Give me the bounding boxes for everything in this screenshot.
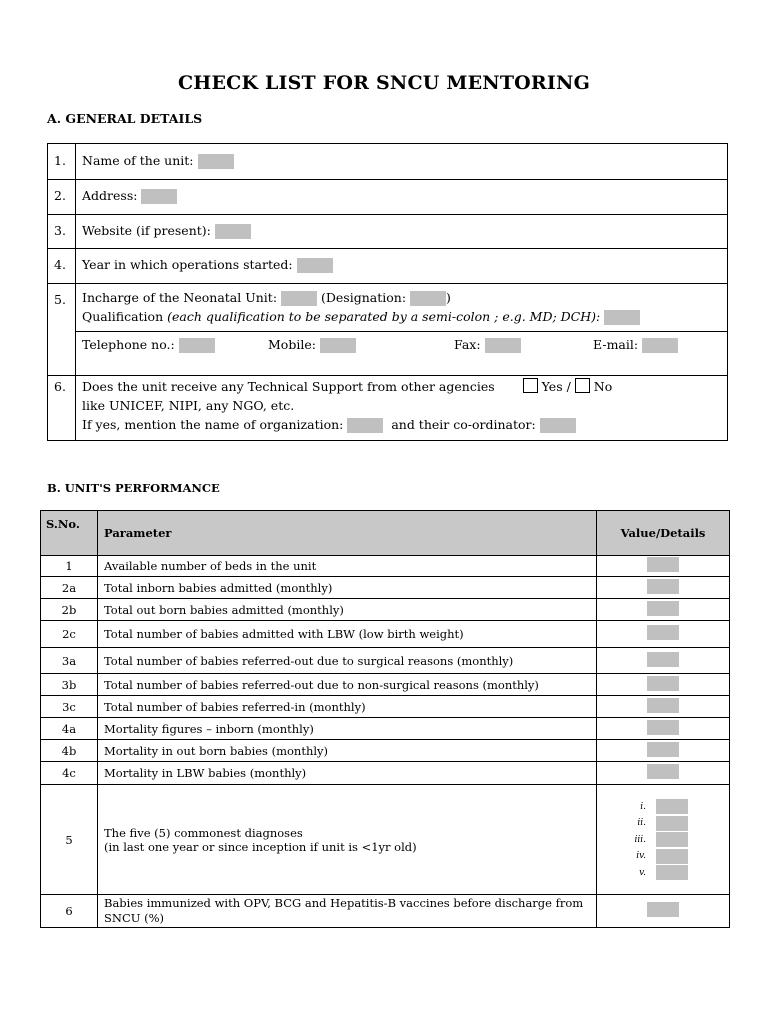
header-parameter: Parameter [98, 511, 597, 556]
row-parameter: Babies immunized with OPV, BCG and Hepatitis-B vaccines before discharge from SNCU (%) [98, 895, 597, 928]
row-sno: 3a [41, 648, 98, 674]
roman-numeral: iii. [634, 834, 646, 845]
coordinator-label: and their co-ordinator: [391, 417, 536, 432]
row-parameter: Total number of babies referred-out due to surgical reasons (monthly) [98, 648, 597, 674]
row-sno: 2b [41, 599, 98, 621]
row-parameter-note: (in last one year or since inception if unit is <1yr old) [104, 839, 417, 854]
qualification-field[interactable] [604, 310, 640, 325]
roman-numeral: ii. [637, 818, 646, 828]
gd-row-num: 4. [54, 257, 66, 272]
telephone-field[interactable] [179, 338, 215, 353]
year-started-label: Year in which operations started: [82, 257, 293, 272]
value-field[interactable] [647, 625, 679, 640]
value-field[interactable] [647, 698, 679, 713]
table-row [41, 762, 730, 785]
incharge-label: Incharge of the Neonatal Unit: [82, 290, 278, 305]
row-parameter: Total inborn babies admitted (monthly) [98, 577, 597, 599]
fax-field[interactable] [485, 338, 521, 353]
diagnosis-field[interactable] [656, 849, 688, 864]
performance-table [40, 510, 730, 928]
year-started-field[interactable] [297, 258, 333, 273]
row-parameter: Mortality in LBW babies (monthly) [98, 762, 597, 785]
row-sno: 6 [41, 895, 98, 928]
table-row [41, 599, 730, 621]
diagnosis-field[interactable] [656, 865, 688, 880]
designation-field[interactable] [410, 291, 446, 306]
email-field[interactable] [642, 338, 678, 353]
row-parameter: Available number of beds in the unit [98, 556, 597, 577]
address-label: Address: [82, 188, 138, 203]
row-sno: 4a [41, 718, 98, 740]
row-sno: 3c [41, 696, 98, 718]
unit-name-label: Name of the unit: [82, 153, 194, 168]
page-title: CHECK LIST FOR SNCU MENTORING [177, 72, 590, 94]
table-row [41, 556, 730, 577]
technical-support-question: Does the unit receive any Technical Support from other agencies [82, 379, 495, 394]
designation-close: ) [446, 290, 451, 305]
qualification-label: Qualification [82, 309, 164, 324]
gd-row-address [48, 180, 728, 215]
section-a-heading: A. GENERAL DETAILS [47, 111, 203, 126]
incharge-field[interactable] [281, 291, 317, 306]
row-parameter: Total number of babies referred-out due to non-surgical reasons (monthly) [98, 674, 597, 696]
row-parameter: Total number of babies referred-in (monthly) [98, 696, 597, 718]
value-field[interactable] [647, 601, 679, 616]
gd-row-num: 5. [54, 292, 66, 307]
mobile-label: Mobile: [268, 337, 316, 352]
roman-numeral: i. [640, 801, 646, 812]
value-field[interactable] [647, 579, 679, 594]
row-parameter: Mortality in out born babies (monthly) [98, 740, 597, 762]
row-sno: 4b [41, 740, 98, 762]
row-parameter: The five (5) commonest diagnoses [104, 825, 303, 840]
general-details-table [47, 143, 728, 441]
gd-row-technical-support [48, 376, 728, 441]
gd-row-year-started [48, 249, 728, 284]
email-label: E-mail: [593, 337, 639, 352]
row-sno: 4c [41, 762, 98, 785]
row-parameter: Total number of babies admitted with LBW (low birth weight) [98, 621, 597, 648]
no-label: No [593, 379, 613, 394]
gd-row-contact [48, 332, 728, 376]
header-value: Value/Details [597, 511, 730, 556]
perf-header-row [41, 511, 730, 556]
table-row [41, 718, 730, 740]
gd-row-incharge [48, 284, 728, 332]
organization-label: If yes, mention the name of organization: [82, 417, 344, 432]
value-field[interactable] [647, 742, 679, 757]
organization-field[interactable] [347, 418, 383, 433]
unit-name-field[interactable] [198, 154, 234, 169]
yes-checkbox[interactable] [523, 378, 538, 393]
table-row [41, 895, 730, 928]
section-b-heading: B. UNIT'S PERFORMANCE [47, 481, 220, 495]
website-label: Website (if present): [82, 223, 211, 238]
gd-row-num: 1. [54, 153, 66, 168]
fax-label: Fax: [454, 337, 481, 352]
gd-row-num: 2. [54, 188, 66, 203]
table-row [41, 696, 730, 718]
row-parameter: Total out born babies admitted (monthly) [98, 599, 597, 621]
diagnosis-field[interactable] [656, 816, 688, 831]
table-row [41, 621, 730, 648]
value-field[interactable] [647, 652, 679, 667]
row-sno: 3b [41, 674, 98, 696]
technical-support-examples: like UNICEF, NIPI, any NGO, etc. [82, 398, 295, 413]
roman-numeral: iv. [636, 851, 646, 861]
yes-label: Yes / [541, 379, 571, 394]
header-sno: S.No. [41, 511, 98, 556]
address-field[interactable] [141, 189, 177, 204]
table-row [41, 577, 730, 599]
value-field[interactable] [647, 902, 679, 917]
no-checkbox[interactable] [575, 378, 590, 393]
gd-row-num: 3. [54, 223, 66, 238]
value-field[interactable] [647, 720, 679, 735]
table-row [41, 674, 730, 696]
diagnosis-field[interactable] [656, 832, 688, 847]
roman-numeral: v. [639, 867, 646, 878]
row-sno: 1 [41, 556, 98, 577]
row-sno: 5 [41, 785, 98, 895]
gd-row-num: 6. [54, 379, 66, 394]
value-field[interactable] [647, 557, 679, 572]
qualification-note: (each qualification to be separated by a semi-colon ; e.g. MD; DCH): [167, 309, 601, 324]
table-row [41, 785, 730, 895]
table-row [41, 740, 730, 762]
mobile-field[interactable] [320, 338, 356, 353]
gd-row-website [48, 215, 728, 249]
gd-row-unit-name [48, 144, 728, 180]
row-sno: 2c [41, 621, 98, 648]
telephone-label: Telephone no.: [82, 337, 175, 352]
diagnosis-field[interactable] [656, 799, 688, 814]
row-parameter: Mortality figures – inborn (monthly) [98, 718, 597, 740]
coordinator-field[interactable] [540, 418, 576, 433]
table-row [41, 648, 730, 674]
designation-label: (Designation: [321, 290, 407, 305]
value-field[interactable] [647, 676, 679, 691]
website-field[interactable] [215, 224, 251, 239]
row-sno: 2a [41, 577, 98, 599]
value-field[interactable] [647, 764, 679, 779]
